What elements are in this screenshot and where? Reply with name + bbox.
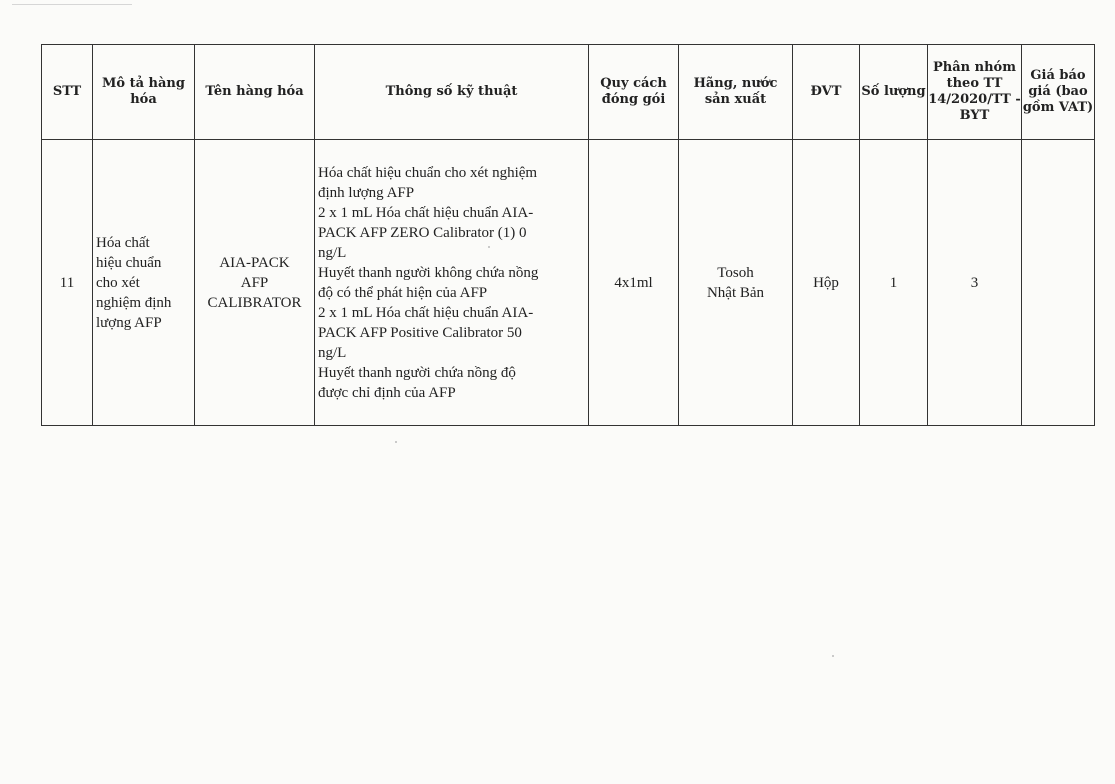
cell-spec: Hóa chất hiệu chuẩn cho xét nghiệm định lượng AFP 2 x 1 mL Hóa chất hiệu chuẩn AIA- PACK AFP ZERO Calibrator (1) 0 ng/L Huyết thanh người không chứa nồng độ có thể phát hiện của AFP 2 x 1 mL Hóa chất hiệu chuẩn AIA- PACK AFP Positive Calibrator 50 ng/L Huyết thanh người chứa nồng độ được chỉ định của AFP	[315, 140, 589, 426]
header-price: Giá báo giá (bao gồm VAT)	[1022, 45, 1095, 140]
table-row	[42, 140, 1095, 426]
header-packaging: Quy cách đóng gói	[589, 45, 679, 140]
cell-price	[1022, 140, 1095, 426]
quotation-table	[41, 44, 1095, 426]
header-quantity: Số lượng	[860, 45, 928, 140]
header-row	[42, 45, 1095, 140]
cell-stt: 11	[42, 140, 93, 426]
cell-quantity: 1	[860, 140, 928, 426]
cell-description: Hóa chất hiệu chuẩn cho xét nghiệm định lượng AFP	[93, 140, 195, 426]
header-group: Phân nhóm theo TT 14/2020/TT -BYT	[928, 45, 1022, 140]
scan-speck	[395, 441, 397, 443]
cell-manufacturer: Tosoh Nhật Bản	[679, 140, 793, 426]
header-unit: ĐVT	[793, 45, 860, 140]
header-stt: STT	[42, 45, 93, 140]
scan-speck	[488, 246, 490, 248]
header-description: Mô tả hàng hóa	[93, 45, 195, 140]
scan-speck	[832, 655, 834, 657]
cell-packaging: 4x1ml	[589, 140, 679, 426]
cell-unit: Hộp	[793, 140, 860, 426]
scan-artifact-line	[12, 4, 132, 5]
header-spec: Thông số kỹ thuật	[315, 45, 589, 140]
cell-name: AIA-PACK AFP CALIBRATOR	[195, 140, 315, 426]
cell-group: 3	[928, 140, 1022, 426]
header-name: Tên hàng hóa	[195, 45, 315, 140]
header-manufacturer: Hãng, nước sản xuất	[679, 45, 793, 140]
